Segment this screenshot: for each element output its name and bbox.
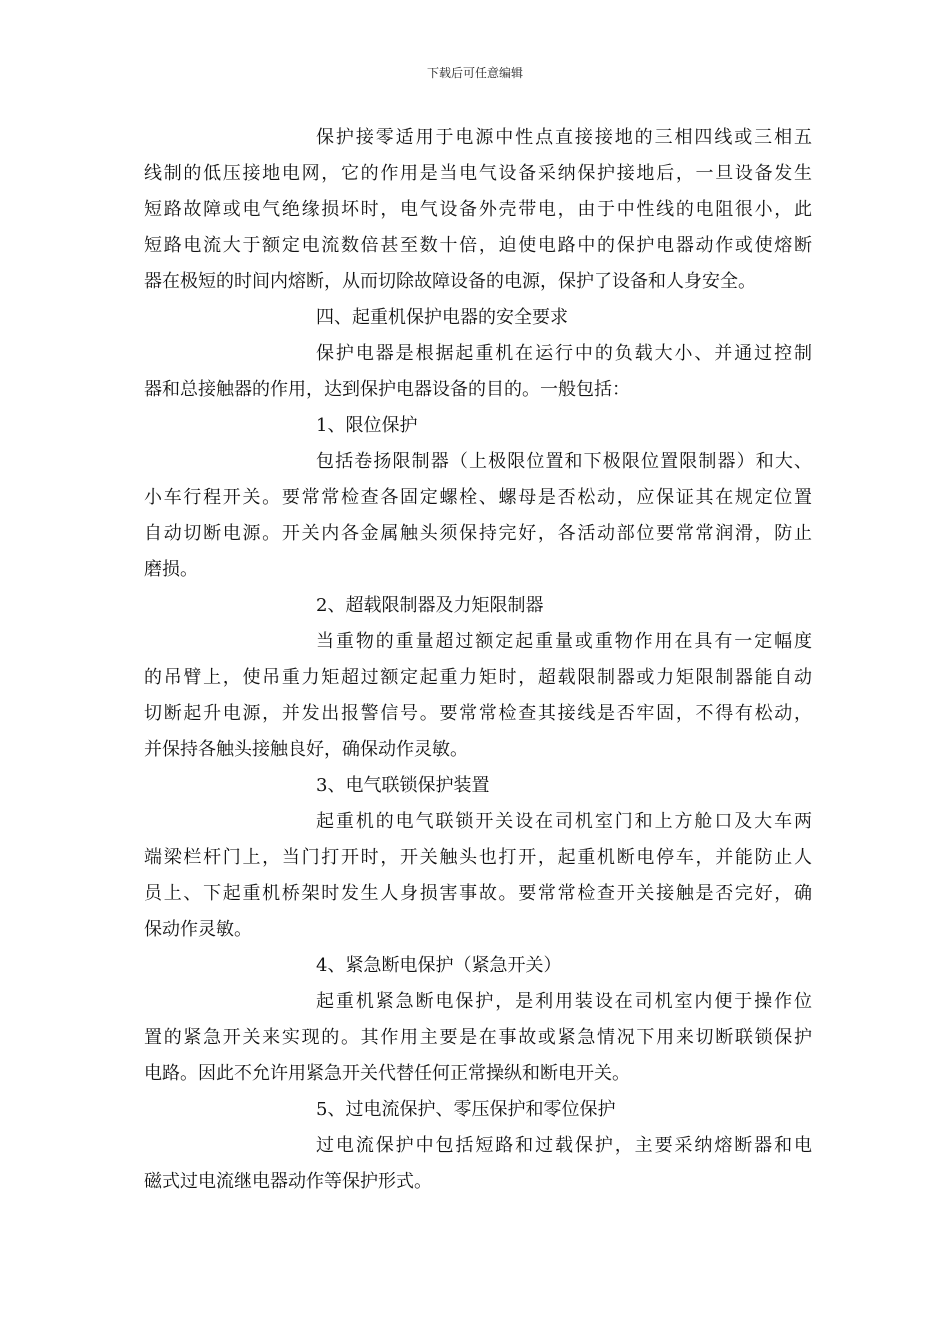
section-heading: 5、过电流保护、零压保护和零位保护 bbox=[316, 1099, 616, 1120]
page-header: 下载后可任意编辑 bbox=[426, 66, 523, 80]
paragraph-line: 磁式过电流继电器动作等保护形式。 bbox=[144, 1171, 432, 1192]
paragraph-line: 保动作灵敏。 bbox=[144, 919, 252, 940]
section-heading: 3、电气联锁保护装置 bbox=[316, 775, 490, 796]
paragraph-line: 当重物的重量超过额定起重量或重物作用在具有一定幅度 bbox=[316, 631, 812, 652]
paragraph-line: 端梁栏杆门上，当门打开时，开关触头也打开，起重机断电停车，并能防止人 bbox=[144, 847, 812, 868]
paragraph-line: 并保持各触头接触良好，确保动作灵敏。 bbox=[144, 739, 468, 760]
paragraph-line: 起重机的电气联锁开关设在司机室门和上方舱口及大车两 bbox=[316, 811, 812, 832]
paragraph-line: 保护接零适用于电源中性点直接接地的三相四线或三相五 bbox=[316, 127, 812, 148]
paragraph-line: 员上、下起重机桥架时发生人身损害事故。要常常检查开关接触是否完好，确 bbox=[144, 883, 812, 904]
section-heading: 2、超载限制器及力矩限制器 bbox=[316, 595, 544, 616]
paragraph-line: 短路电流大于额定电流数倍甚至数十倍，迫使电路中的保护电器动作或使熔断 bbox=[144, 235, 812, 256]
paragraph-line: 起重机紧急断电保护，是利用装设在司机室内便于操作位 bbox=[316, 991, 812, 1012]
paragraph-line: 线制的低压接地电网，它的作用是当电气设备采纳保护接地后，一旦设备发生 bbox=[144, 163, 812, 184]
paragraph-line: 切断起升电源，并发出报警信号。要常常检查其接线是否牢固，不得有松动， bbox=[144, 703, 812, 724]
paragraph-line: 电路。因此不允许用紧急开关代替任何正常操纵和断电开关。 bbox=[144, 1063, 630, 1084]
section-heading: 4、紧急断电保护（紧急开关） bbox=[316, 955, 562, 976]
paragraph-line: 磨损。 bbox=[144, 559, 198, 580]
paragraph-line: 保护电器是根据起重机在运行中的负载大小、并通过控制 bbox=[316, 343, 812, 364]
paragraph-line: 小车行程开关。要常常检查各固定螺栓、螺母是否松动，应保证其在规定位置 bbox=[144, 487, 812, 508]
paragraph-line: 的吊臂上，使吊重力矩超过额定起重力矩时，超载限制器或力矩限制器能自动 bbox=[144, 667, 812, 688]
paragraph-line: 短路故障或电气绝缘损坏时，电气设备外壳带电，由于中性线的电阻很小，此 bbox=[144, 199, 812, 220]
paragraph-line: 过电流保护中包括短路和过载保护，主要采纳熔断器和电 bbox=[316, 1135, 812, 1156]
paragraph-line: 包括卷扬限制器（上极限位置和下极限位置限制器）和大、 bbox=[316, 451, 812, 472]
paragraph-line: 器在极短的时间内熔断，从而切除故障设备的电源，保护了设备和人身安全。 bbox=[144, 271, 756, 292]
document-body bbox=[144, 120, 812, 1200]
section-heading: 四、起重机保护电器的安全要求 bbox=[316, 307, 568, 328]
paragraph-line: 置的紧急开关来实现的。其作用主要是在事故或紧急情况下用来切断联锁保护 bbox=[144, 1027, 812, 1048]
paragraph-line: 自动切断电源。开关内各金属触头须保持完好，各活动部位要常常润滑，防止 bbox=[144, 523, 812, 544]
paragraph-line: 器和总接触器的作用，达到保护电器设备的目的。一般包括： bbox=[144, 379, 630, 400]
section-heading: 1、限位保护 bbox=[316, 415, 418, 436]
